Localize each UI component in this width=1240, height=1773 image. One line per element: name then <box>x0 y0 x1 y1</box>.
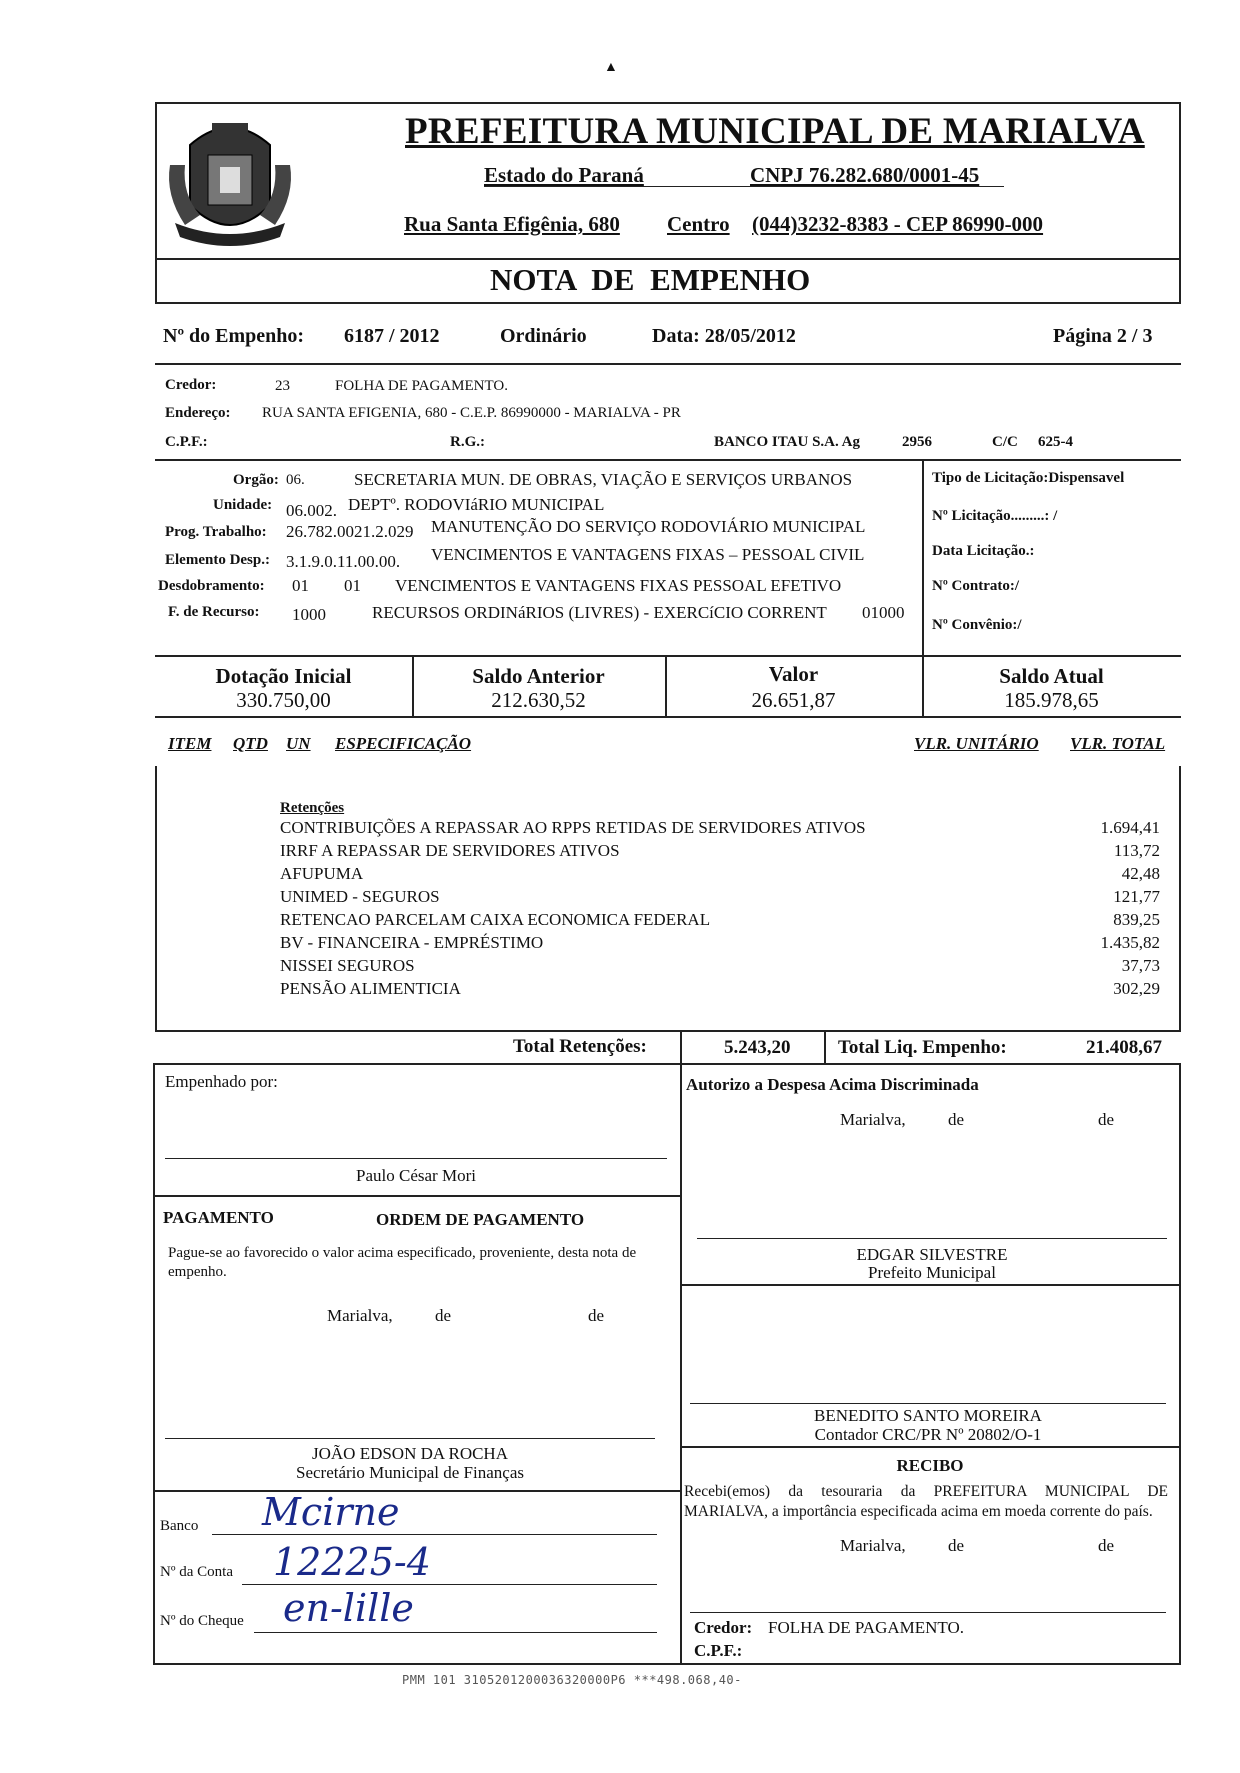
retencao-row: AFUPUMA 42,48 <box>280 864 1160 883</box>
empenho-date: Data: 28/05/2012 <box>652 325 796 347</box>
numero-licitacao: Nº Licitação.........: / <box>932 508 1058 524</box>
recurso-suffix: 01000 <box>862 603 905 622</box>
page-title: PREFEITURA MUNICIPAL DE MARIALVA <box>405 111 1145 152</box>
rg-label: R.G.: <box>450 434 485 450</box>
cc-value: 625-4 <box>1038 434 1073 450</box>
header-divider <box>155 258 1181 260</box>
lower-left-border <box>153 1063 155 1665</box>
totals-bottom-line <box>155 1063 1181 1065</box>
pagamento-city: Marialva, <box>327 1306 393 1325</box>
saldo-atual-value: 185.978,65 <box>1004 688 1099 712</box>
recurso-label: F. de Recurso: <box>168 604 260 620</box>
recurso-code: 1000 <box>292 605 326 624</box>
retencao-value: 839,25 <box>1113 910 1160 929</box>
desdobramento-b: 01 <box>344 576 361 595</box>
prog-label: Prog. Trabalho: <box>165 524 267 540</box>
conta-line <box>242 1584 657 1585</box>
col-un: UN <box>286 734 311 753</box>
saldos-top-line <box>155 655 1181 657</box>
total-liq-value: 21.408,67 <box>1086 1037 1162 1058</box>
empenhado-signature-line <box>165 1158 667 1159</box>
retencao-row: RETENCAO PARCELAM CAIXA ECONOMICA FEDERAL 839,25 <box>280 910 1160 929</box>
col-vlr-unitario: VLR. UNITÁRIO <box>914 734 1039 753</box>
secretario-role: Secretário Municipal de Finanças <box>295 1463 524 1482</box>
orgao-code: 06. <box>286 472 305 488</box>
recibo-city: Marialva, <box>840 1536 906 1555</box>
recibo-text: Recebi(emos) da tesouraria da PREFEITURA MUNICIPAL DE MARIALVA, a importância especificada acima em moeda corrente do país. <box>684 1483 1168 1520</box>
recibo-cpf-label: C.P.F.: <box>694 1641 743 1660</box>
credor-code: 23 <box>275 378 290 394</box>
valor-label: Valor <box>768 662 819 686</box>
autorizo-label: Autorizo a Despesa Acima Discriminada <box>686 1075 979 1094</box>
conta-handwritten: 12225-4 <box>273 1540 431 1584</box>
empenho-type: Ordinário <box>500 325 587 347</box>
autorizo-city: Marialva, <box>840 1110 906 1129</box>
cnpj-label: CNPJ 76.282.680/0001-45 <box>750 163 980 187</box>
info-divider <box>155 363 1181 365</box>
saldos-bottom-line <box>155 716 1181 718</box>
retencao-row: PENSÃO ALIMENTICIA 302,29 <box>280 979 1160 998</box>
pagamento-divider <box>153 1490 680 1492</box>
prefeito-name: EDGAR SILVESTRE <box>856 1245 1008 1264</box>
secretario-name: JOÃO EDSON DA ROCHA <box>312 1444 508 1463</box>
empenhado-label: Empenhado por: <box>165 1072 278 1091</box>
empenho-number: 6187 / 2012 <box>344 325 440 347</box>
cheque-label: Nº do Cheque <box>160 1613 244 1629</box>
ordem-pagamento-label: ORDEM DE PAGAMENTO <box>376 1210 585 1229</box>
cc-label: C/C <box>992 434 1018 450</box>
retencao-row: BV - FINANCEIRA - EMPRÉSTIMO 1.435,82 <box>280 933 1160 952</box>
saldo-anterior-value: 212.630,52 <box>491 688 586 712</box>
total-retencoes-label: Total Retenções: <box>513 1036 647 1057</box>
recibo-credor-label: Credor: <box>694 1618 753 1637</box>
contador-signature-line <box>690 1403 1166 1404</box>
autorizo-de-2: de <box>1098 1110 1115 1129</box>
autorizo-de-1: de <box>948 1110 965 1129</box>
retencao-value: 302,29 <box>1113 979 1160 998</box>
total-retencoes-value: 5.243,20 <box>724 1037 791 1058</box>
retencao-row: CONTRIBUIÇÕES A REPASSAR AO RPPS RETIDAS DE SERVIDORES ATIVOS 1.694,41 <box>280 818 1160 837</box>
dotacao-label: Dotação Inicial <box>215 664 352 688</box>
contador-role: Contador CRC/PR Nº 20802/O-1 <box>814 1425 1042 1444</box>
autorizo-divider <box>680 1284 1181 1286</box>
unidade-code: 06.002. <box>286 501 337 520</box>
pagamento-text: Pague-se ao favorecido o valor acima especificado, proveniente, desta nota de empenho. <box>168 1245 637 1280</box>
tipo-licitacao: Tipo de Licitação:Dispensavel <box>932 470 1125 486</box>
col-qtd: QTD <box>233 734 268 753</box>
total-liq-label: Total Liq. Empenho: <box>838 1037 1007 1058</box>
autorizo-signature-line <box>697 1238 1167 1239</box>
saldo-atual-label: Saldo Atual <box>999 664 1104 688</box>
endereco-value: RUA SANTA EFIGENIA, 680 - C.E.P. 86990000 - MARIALVA - PR <box>262 405 681 421</box>
cheque-line <box>254 1632 657 1633</box>
retencao-value: 113,72 <box>1113 841 1160 860</box>
recibo-de-1: de <box>948 1536 965 1555</box>
header-underline-1 <box>484 186 1004 187</box>
desdobramento-name: VENCIMENTOS E VANTAGENS FIXAS PESSOAL EFETIVO <box>395 576 842 595</box>
retencao-row: NISSEI SEGUROS 37,73 <box>280 956 1160 975</box>
empenhado-divider <box>153 1195 680 1197</box>
empenhado-name: Paulo César Mori <box>356 1166 476 1185</box>
cpf-label: C.P.F.: <box>165 434 208 450</box>
cheque-handwritten: en-lille <box>283 1586 414 1630</box>
bank-agency: 2956 <box>902 434 932 450</box>
pagamento-de-2: de <box>588 1306 605 1325</box>
totals-top-line <box>155 1030 1181 1032</box>
lower-right-border <box>1179 1063 1181 1665</box>
totals-div-1 <box>680 1030 682 1063</box>
retencoes-list <box>280 818 1160 1002</box>
retencao-row: UNIMED - SEGUROS 121,77 <box>280 887 1160 906</box>
pagamento-de-1: de <box>435 1306 452 1325</box>
unidade-name: DEPTº. RODOVIáRIO MUNICIPAL <box>348 495 605 514</box>
elemento-label: Elemento Desp.: <box>165 552 270 568</box>
contador-name: BENEDITO SANTO MOREIRA <box>814 1406 1042 1425</box>
items-left-border <box>155 766 157 1030</box>
credor-divider <box>155 459 1181 461</box>
numero-convenio: Nº Convênio:/ <box>932 617 1022 633</box>
recibo-title: RECIBO <box>896 1456 964 1475</box>
retencao-value: 1.435,82 <box>1100 933 1160 952</box>
credor-label: Credor: <box>165 377 217 393</box>
unidade-label: Unidade: <box>213 497 273 513</box>
elemento-name: VENCIMENTOS E VANTAGENS FIXAS – PESSOAL CIVIL <box>431 545 865 564</box>
phone-cep-label: (044)3232-8383 - CEP 86990-000 <box>752 212 1044 236</box>
desdobramento-label: Desdobramento: <box>158 578 265 594</box>
items-right-border <box>1179 766 1181 1030</box>
contador-divider <box>680 1446 1181 1448</box>
desdobramento-a: 01 <box>292 576 309 595</box>
orgao-licitacao-divider <box>922 459 924 655</box>
col-especificacao: ESPECIFICAÇÃO <box>335 734 472 753</box>
totals-div-2 <box>824 1030 826 1063</box>
bank-name: BANCO ITAU S.A. Ag <box>714 434 860 450</box>
col-vlr-total: VLR. TOTAL <box>1070 734 1166 753</box>
recibo-credor-name: FOLHA DE PAGAMENTO. <box>768 1618 964 1637</box>
prog-name: MANUTENÇÃO DO SERVIÇO RODOVIÁRIO MUNICIPAL <box>431 517 866 536</box>
saldo-anterior-label: Saldo Anterior <box>472 664 605 688</box>
pagamento-label: PAGAMENTO <box>163 1208 274 1227</box>
recibo-de-2: de <box>1098 1536 1115 1555</box>
scan-mark: ▲ <box>604 60 618 75</box>
retencao-value: 37,73 <box>1121 956 1160 975</box>
dotacao-value: 330.750,00 <box>236 688 331 712</box>
credor-name: FOLHA DE PAGAMENTO. <box>335 378 508 394</box>
data-licitacao: Data Licitação.: <box>932 543 1035 559</box>
orgao-label: Orgão: <box>233 472 279 488</box>
elemento-code: 3.1.9.0.11.00.00. <box>286 552 401 571</box>
orgao-name: SECRETARIA MUN. DE OBRAS, VIAÇÃO E SERVIÇOS URBANOS <box>354 470 853 489</box>
prefeito-role: Prefeito Municipal <box>868 1263 996 1282</box>
coat-of-arms-logo <box>160 105 300 255</box>
banco-label: Banco <box>160 1518 199 1534</box>
col-item: ITEM <box>168 734 212 753</box>
recurso-name: RECURSOS ORDINáRIOS (LIVRES) - EXERCíCIO CORRENT <box>372 603 827 622</box>
district-label: Centro <box>667 212 730 236</box>
document-title: NOTA DE EMPENHO <box>490 262 811 297</box>
pagamento-signature-line <box>165 1438 655 1439</box>
numero-contrato: Nº Contrato:/ <box>932 578 1020 594</box>
page-number: Página 2 / 3 <box>1053 325 1153 347</box>
address-label: Rua Santa Efigênia, 680 <box>404 212 620 236</box>
conta-label: Nº da Conta <box>160 1564 233 1580</box>
footer-code: PMM 101 3105201200036320000P6 ***498.068,40- <box>402 1673 742 1687</box>
lower-bottom-line <box>153 1663 1181 1665</box>
recibo-signature-line <box>690 1612 1166 1613</box>
retencoes-heading: Retenções <box>280 800 345 816</box>
lower-middle-divider <box>680 1063 682 1665</box>
retencao-row: IRRF A REPASSAR DE SERVIDORES ATIVOS 113,72 <box>280 841 1160 860</box>
retencao-value: 1.694,41 <box>1100 818 1160 837</box>
retencao-value: 121,77 <box>1113 887 1160 906</box>
valor-value: 26.651,87 <box>751 688 836 712</box>
retencao-value: 42,48 <box>1121 864 1160 883</box>
empenho-label: Nº do Empenho: <box>163 325 305 347</box>
banco-handwritten: Mcirne <box>262 1490 400 1534</box>
state-label: Estado do Paraná <box>484 163 644 187</box>
endereco-label: Endereço: <box>165 405 231 421</box>
banco-line <box>212 1534 657 1535</box>
prog-code: 26.782.0021.2.029 <box>286 522 414 541</box>
